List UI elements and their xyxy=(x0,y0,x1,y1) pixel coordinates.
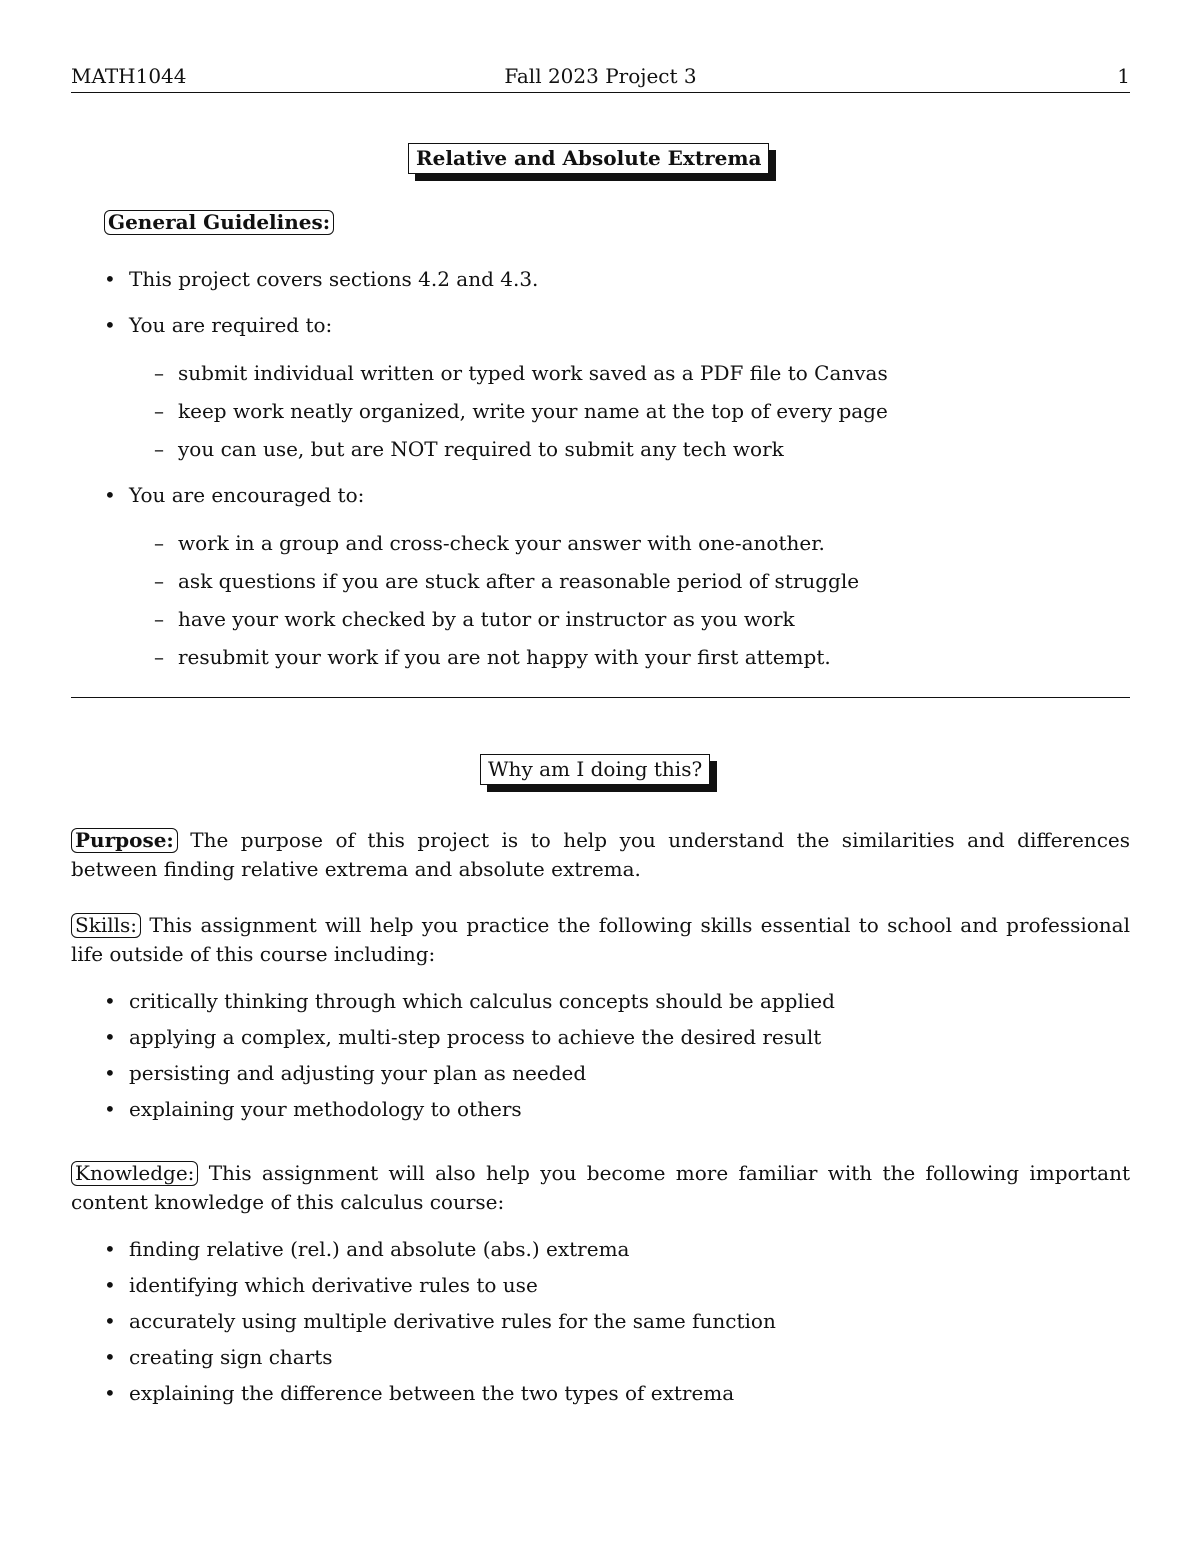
list-item: – keep work neatly organized, write your name at the top of every page xyxy=(153,397,888,425)
knowledge-paragraph xyxy=(71,1159,1130,1217)
skills-paragraph xyxy=(71,911,1130,969)
skills-label: Skills: xyxy=(71,913,141,938)
list-item: • accurately using multiple derivative rules for the same function xyxy=(104,1307,776,1335)
list-item: – submit individual written or typed work saved as a PDF file to Canvas xyxy=(153,359,888,387)
why-heading: Why am I doing this? xyxy=(480,754,710,785)
list-item: • creating sign charts xyxy=(104,1343,776,1371)
required-intro: You are required to: xyxy=(129,313,333,337)
list-item: – ask questions if you are stuck after a reasonable period of struggle xyxy=(153,567,888,595)
page-number: 1 xyxy=(1117,64,1130,88)
list-item: • critically thinking through which calculus concepts should be applied xyxy=(104,987,835,1015)
purpose-label: Purpose: xyxy=(71,828,178,853)
list-item xyxy=(104,481,888,671)
list-item: – work in a group and cross-check your answer with one-another. xyxy=(153,529,888,557)
list-item xyxy=(104,311,888,463)
running-header xyxy=(71,64,1130,93)
list-item: • explaining your methodology to others xyxy=(104,1095,835,1123)
term-project: Fall 2023 Project 3 xyxy=(504,64,697,88)
list-item: • persisting and adjusting your plan as needed xyxy=(104,1059,835,1087)
list-item: • identifying which derivative rules to use xyxy=(104,1271,776,1299)
purpose-paragraph xyxy=(71,826,1130,884)
list-item: • applying a complex, multi-step process to achieve the desired result xyxy=(104,1023,835,1051)
list-item: – you can use, but are NOT required to submit any tech work xyxy=(153,435,888,463)
skills-list xyxy=(104,987,835,1131)
encouraged-list xyxy=(153,529,888,671)
list-item: – resubmit your work if you are not happy with your first attempt. xyxy=(153,643,888,671)
general-guidelines-label: General Guidelines: xyxy=(104,210,334,235)
knowledge-text: This assignment will also help you become more familiar with the following important content knowledge of this calculus course: xyxy=(71,1161,1130,1214)
list-item: • explaining the difference between the two types of extrema xyxy=(104,1379,776,1407)
list-item: • finding relative (rel.) and absolute (abs.) extrema xyxy=(104,1235,776,1263)
knowledge-label: Knowledge: xyxy=(71,1161,198,1186)
required-list xyxy=(153,359,888,463)
section-divider xyxy=(71,697,1130,698)
document-title: Relative and Absolute Extrema xyxy=(408,143,769,174)
course-code: MATH1044 xyxy=(71,64,187,88)
guidelines-list xyxy=(104,265,888,689)
list-item: – have your work checked by a tutor or instructor as you work xyxy=(153,605,888,633)
encouraged-intro: You are encouraged to: xyxy=(129,483,365,507)
knowledge-list xyxy=(104,1235,776,1415)
purpose-text: The purpose of this project is to help you understand the similarities and differences between finding relative extrema and absolute extrema. xyxy=(71,828,1130,881)
list-item: • This project covers sections 4.2 and 4.3. xyxy=(104,265,888,293)
skills-text: This assignment will help you practice the following skills essential to school and professional life outside of this course including: xyxy=(71,913,1130,966)
